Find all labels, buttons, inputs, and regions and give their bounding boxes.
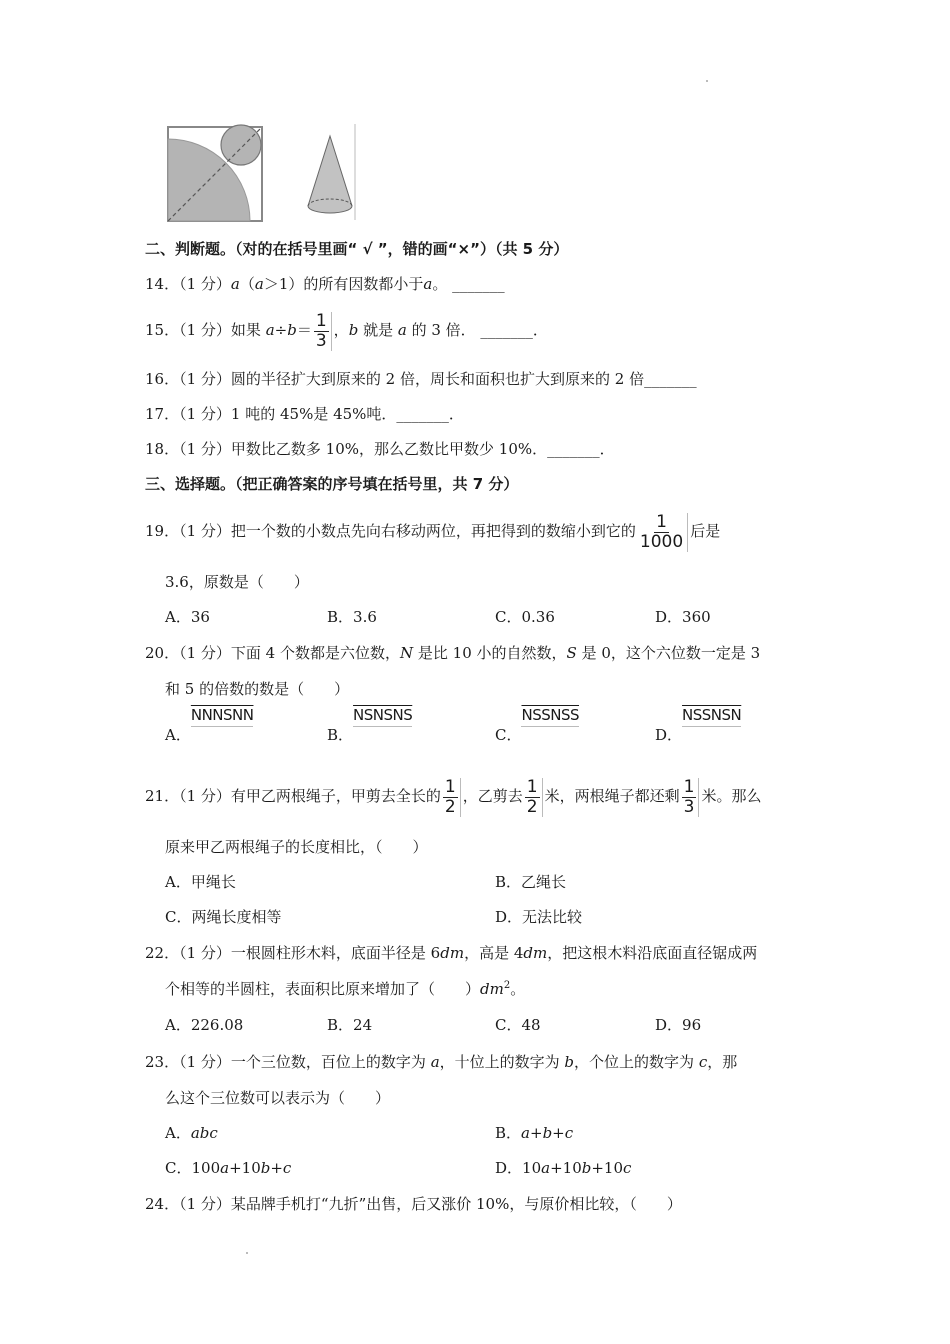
question-17: 17．（1 分）1 吨的 45%是 45%吨．_______．: [145, 405, 464, 423]
fraction: $\frac{1}{3}$: [314, 312, 332, 351]
q23-option-a[interactable]: A．abc: [165, 1124, 218, 1142]
question-score: （1 分）: [179, 522, 231, 540]
question-score: （1 分）: [179, 1195, 231, 1213]
q19-option-b[interactable]: B．3.6: [327, 608, 377, 626]
fraction: $\frac{1}{2}$: [525, 778, 543, 817]
geometry-figure-cone: [300, 124, 360, 224]
question-20-line-2: 和 5 的倍数的数是（ ）: [165, 680, 350, 698]
q21-option-b[interactable]: B．乙绳长: [495, 873, 567, 891]
question-score: （1 分）: [179, 944, 231, 962]
answer-blank: 。 _______: [432, 275, 505, 293]
question-19-line-2: 3.6，原数是（ ）: [165, 573, 309, 591]
question-number: 23．: [145, 1053, 180, 1071]
question-score: （1 分）: [179, 321, 231, 339]
geometry-figure-square-quarter-circle: [165, 124, 265, 224]
question-number: 20．: [145, 644, 180, 662]
q23-option-c[interactable]: C．100a+10b+c: [165, 1159, 292, 1177]
question-number: 21．: [145, 787, 180, 805]
q20-option-a[interactable]: A．NNNSNN: [165, 706, 254, 744]
question-number: 16．: [145, 370, 180, 388]
question-23-line-2: 么这个三位数可以表示为（ ）: [165, 1089, 391, 1107]
q20-option-c[interactable]: C．NSSNSS: [495, 706, 580, 744]
question-number: 18．: [145, 440, 180, 458]
question-number: 14．: [145, 275, 180, 293]
question-number: 19．: [145, 522, 180, 540]
question-15: 15．（1 分）如果 a÷b＝ $\frac{1}{3}$ ，b 就是 a 的 3 倍． _______．: [145, 310, 548, 351]
q21-option-d[interactable]: D．无法比较: [495, 908, 583, 926]
question-score: （1 分）: [179, 440, 231, 458]
question-number: 15．: [145, 321, 180, 339]
scan-speck: [246, 1252, 248, 1254]
answer-blank: 的 3 倍． _______．: [406, 321, 548, 339]
question-score: （1 分）: [179, 370, 231, 388]
fraction: $\frac{1}{2}$: [443, 778, 461, 817]
question-22-line-2: 个相等的半圆柱，表面积比原来增加了（ ）$dm^2$。: [165, 980, 526, 998]
q20-option-b[interactable]: B．NSNSNS: [327, 706, 413, 744]
question-score: （1 分）: [179, 1053, 231, 1071]
fraction: $\frac{1}{3}$: [682, 778, 700, 817]
question-14: 14．（1 分）a（a＞1）的所有因数都小于a。 _______: [145, 275, 505, 293]
q21-option-c[interactable]: C．两绳长度相等: [165, 908, 282, 926]
question-16: 16．（1 分）圆的半径扩大到原来的 2 倍，周长和面积也扩大到原来的 2 倍_______: [145, 370, 697, 388]
question-score: （1 分）: [179, 644, 231, 662]
question-score: （1 分）: [179, 275, 231, 293]
q22-option-d[interactable]: D．96: [655, 1016, 702, 1034]
question-number: 24．: [145, 1195, 180, 1213]
q19-option-c[interactable]: C．0.36: [495, 608, 555, 626]
question-21-line-2: 原来甲乙两根绳子的长度相比，（ ）: [165, 838, 428, 856]
q21-option-a[interactable]: A．甲绳长: [165, 873, 236, 891]
q22-option-a[interactable]: A．226.08: [165, 1016, 244, 1034]
question-21: 21．（1 分）有甲乙两根绳子，甲剪去全长的 $\frac{1}{2}$ ，乙剪去 $\frac{1}{2}$ 米，两根绳子都还剩 $\frac{1}{3}$ 米。那么: [145, 776, 762, 817]
q19-option-d[interactable]: D．360: [655, 608, 711, 626]
question-18: 18．（1 分）甲数比乙数多 10%，那么乙数比甲数少 10%．_______．: [145, 440, 615, 458]
q23-option-d[interactable]: D．10a+10b+10c: [495, 1159, 632, 1177]
q19-option-a[interactable]: A．36: [165, 608, 210, 626]
q23-option-b[interactable]: B．a+b+c: [495, 1124, 574, 1142]
section-2-heading: 二、判断题。（对的在括号里画“ √ ”，错的画“×”）（共 5 分）: [145, 240, 569, 258]
question-22: 22．（1 分）一根圆柱形木料，底面半径是 6dm，高是 4dm，把这根木料沿底面直径锯成两: [145, 944, 758, 962]
question-score: （1 分）: [179, 405, 231, 423]
scan-speck: [706, 80, 708, 82]
section-3-heading: 三、选择题。（把正确答案的序号填在括号里，共 7 分）: [145, 475, 519, 493]
question-19: 19．（1 分）把一个数的小数点先向右移动两位，再把得到的数缩小到它的 $\frac{1}{1000}$ 后是: [145, 511, 721, 552]
question-number: 22．: [145, 944, 180, 962]
question-24: 24．（1 分）某品牌手机打“九折”出售，后又涨价 10%，与原价相比较，（ ）: [145, 1195, 682, 1213]
q20-option-d[interactable]: D．NSSNSN: [655, 706, 742, 744]
q22-option-b[interactable]: B．24: [327, 1016, 373, 1034]
question-number: 17．: [145, 405, 180, 423]
q22-option-c[interactable]: C．48: [495, 1016, 541, 1034]
question-23: 23．（1 分）一个三位数，百位上的数字为 a，十位上的数字为 b，个位上的数字为 c，那: [145, 1053, 738, 1071]
fraction: $\frac{1}{1000}$: [638, 513, 688, 552]
question-20: 20．（1 分）下面 4 个数都是六位数，N 是比 10 小的自然数，S 是 0，这个六位数一定是 3: [145, 644, 761, 662]
question-score: （1 分）: [179, 787, 231, 805]
